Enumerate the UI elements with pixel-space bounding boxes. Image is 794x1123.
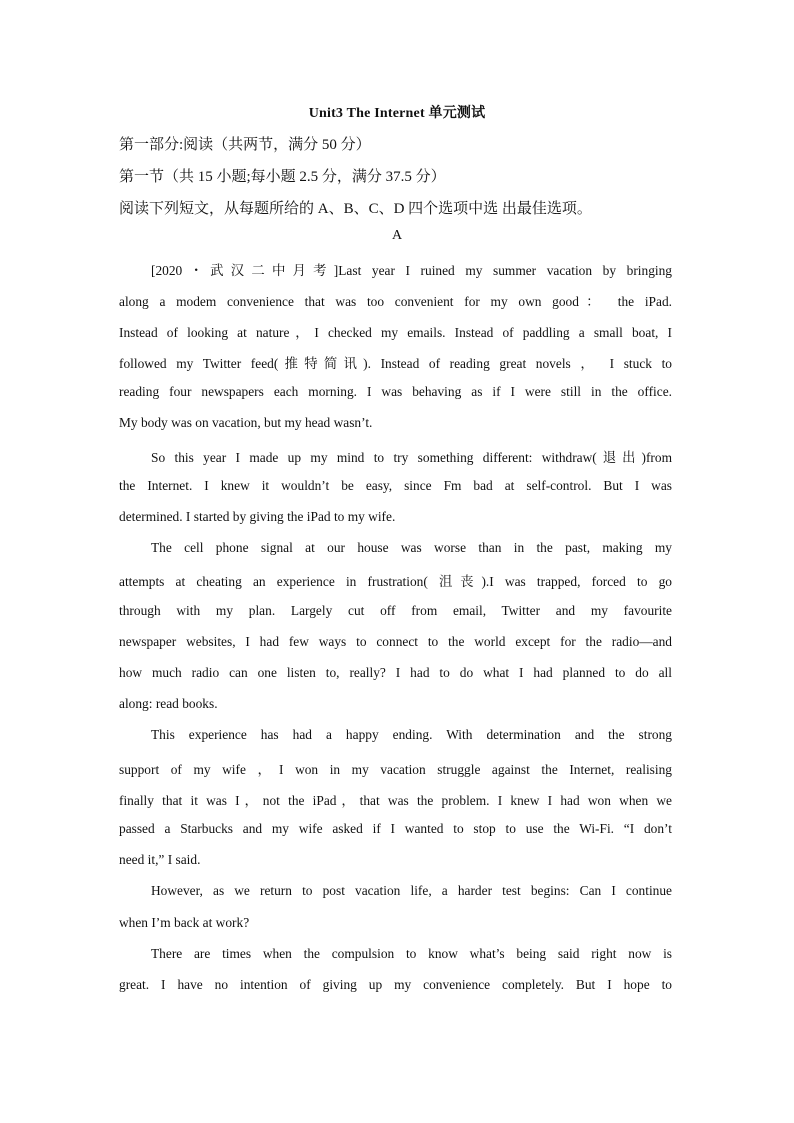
passage-line: reading four newspapers each morning. I was behaving as if I were still in the office. — [119, 384, 672, 399]
section-heading-part-one: 第一部分:阅读（共两节，满分 50 分） — [119, 137, 371, 153]
passage-line: The cell phone signal at our house was worse than in the past, making my — [151, 540, 672, 555]
passage-line: followed my Twitter feed(推特简讯). Instead of reading great novels ， I stuck to — [119, 356, 672, 371]
passage-line: finally that it was I，not the iPad，that was the problem. I knew I had won when we — [119, 793, 672, 808]
passage-line: need it,” I said. — [119, 852, 201, 867]
passage-line: support of my wife ，I won in my vacation struggle against the Internet, realising — [119, 762, 672, 777]
passage-line: passed a Starbucks and my wife asked if I wanted to stop to use the Wi-Fi. “I don’t — [119, 821, 672, 836]
passage-line: when I’m back at work? — [119, 915, 250, 930]
passage-line: However, as we return to post vacation life, a harder test begins: Can I continue — [151, 883, 672, 898]
passage-line: So this year I made up my mind to try something different: withdraw(退出)from — [151, 450, 672, 465]
passage-line: [2020・武汉二中月考]Last year I ruined my summer vacation by bringing — [151, 263, 672, 278]
passage-line: Instead of looking at nature，I checked my emails. Instead of paddling a small boat, I — [119, 325, 672, 340]
instruction-line: 阅读下列短文，从每题所给的 A、B、C、D 四个选项中选 出最佳选项。 — [119, 201, 592, 217]
passage-line: attempts at cheating an experience in frustration( 沮丧).I was trapped, forced to go — [119, 574, 672, 589]
passage-line: along: read books. — [119, 696, 218, 711]
passage-line: determined. I started by giving the iPad to my wife. — [119, 509, 396, 524]
passage-line: newspaper websites, I had few ways to connect to the world except for the radio—and — [119, 634, 672, 649]
passage-line: There are times when the compulsion to know what’s being said right now is — [151, 946, 672, 961]
passage-letter: A — [391, 228, 403, 243]
section-heading-subsection: 第一节（共 15 小题;每小题 2.5 分，满分 37.5 分） — [119, 169, 446, 185]
passage-line: the Internet. I knew it wouldn’t be easy, since Fm bad at self-control. But I was — [119, 478, 672, 493]
passage-line: great. I have no intention of giving up my convenience completely. But I hope to — [119, 977, 672, 992]
passage-line: along a modem convenience that was too convenient for my own good： the iPad. — [119, 294, 672, 309]
passage-line: how much radio can one listen to, really? I had to do what I had planned to do all — [119, 665, 672, 680]
page-title: Unit3 The Internet 单元测试 — [308, 106, 486, 121]
passage-line: My body was on vacation, but my head wasn’t. — [119, 415, 373, 430]
passage-line: This experience has had a happy ending. With determination and the strong — [151, 727, 672, 742]
passage-line: through with my plan. Largely cut off from email, Twitter and my favourite — [119, 603, 672, 618]
